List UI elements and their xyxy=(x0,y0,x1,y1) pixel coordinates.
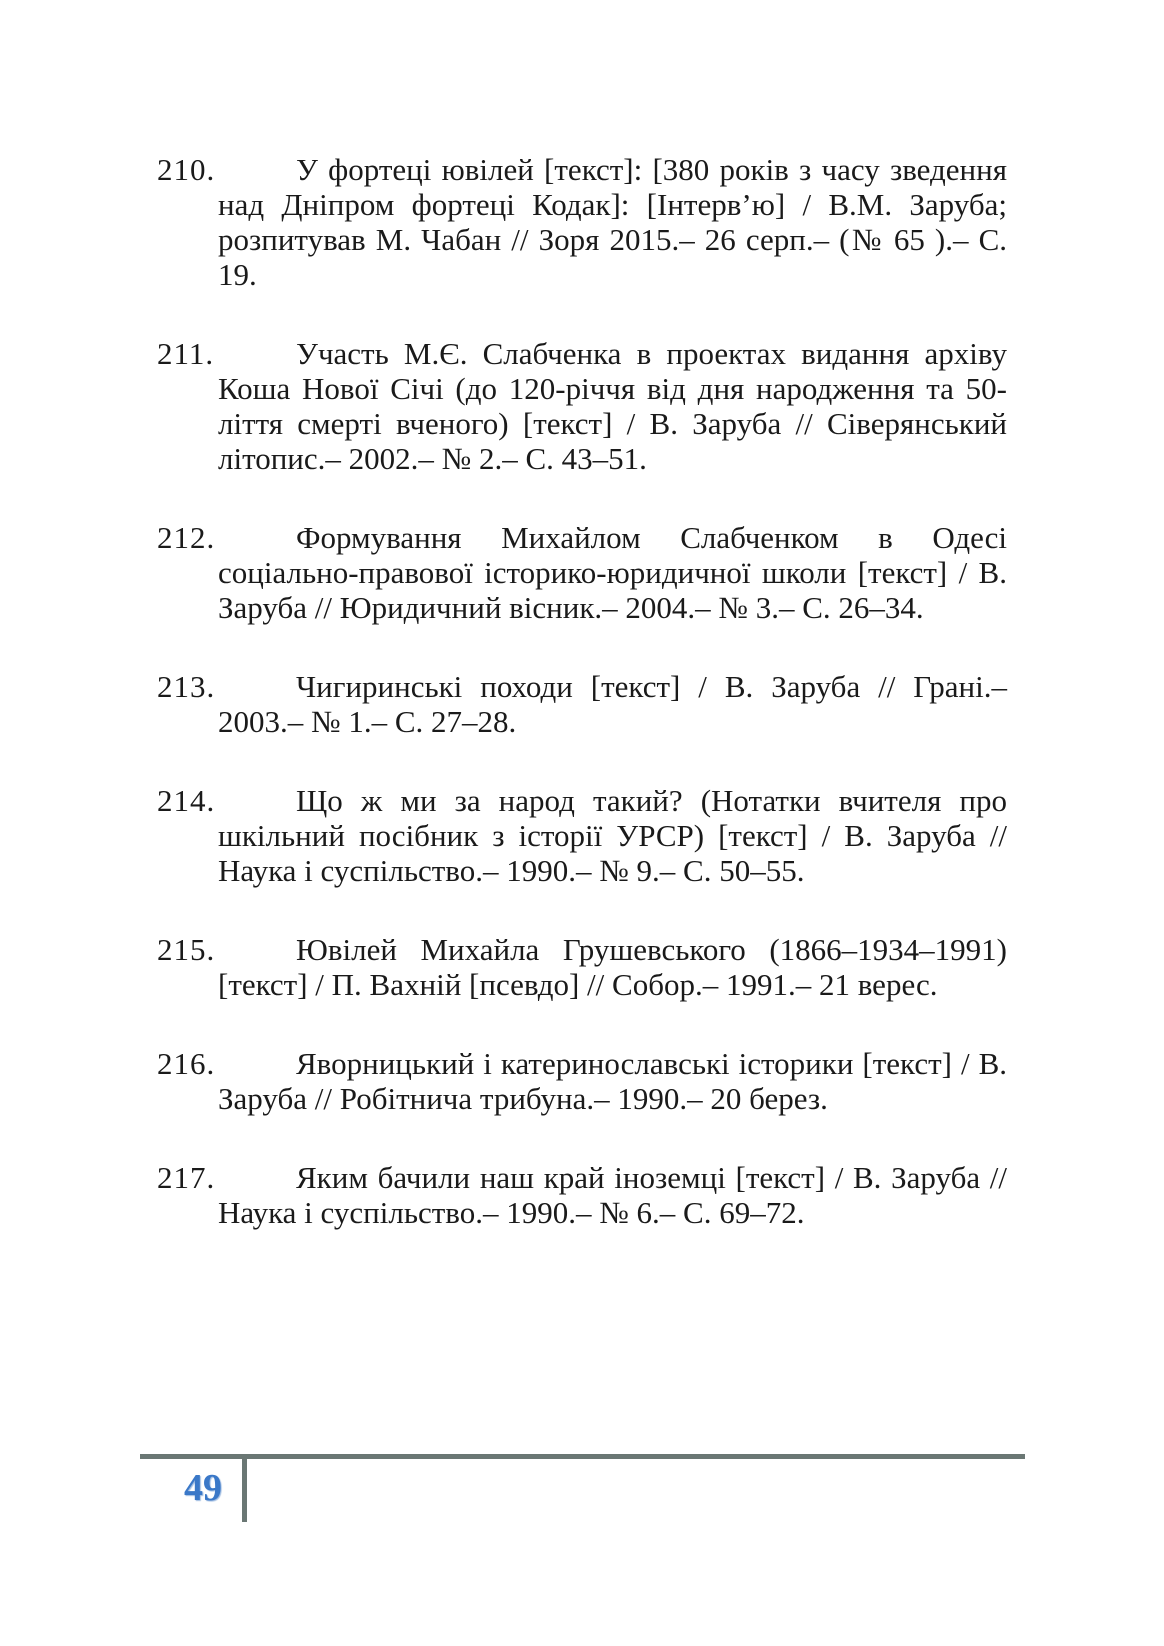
footer-vertical-rule xyxy=(242,1454,247,1522)
entry-text: Яворницький і катеринославські історики [текст] / В. Заруба // Робітнича трибуна.– 1990.– 20 берез. xyxy=(218,1046,1007,1116)
entry-number: 212. xyxy=(157,520,216,555)
bibliography-list xyxy=(157,152,1007,1274)
entry-text: Яким бачили наш край іноземці [текст] / В. Заруба // Наука і суспільство.– 1990.– № 6.– С. 69–72. xyxy=(218,1160,1007,1230)
bibliography-entry xyxy=(157,1046,1007,1116)
footer-horizontal-rule xyxy=(140,1454,1025,1459)
bibliography-entry xyxy=(157,152,1007,292)
entry-text: Ювілей Михайла Грушевського (1866–1934–1991) [текст] / П. Вахній [псевдо] // Собор.– 1991.– 21 верес. xyxy=(218,932,1007,1002)
entry-text: Участь М.Є. Слабченка в проектах видання архіву Коша Нової Січі (до 120-річчя від дня народження та 50-ліття смерті вченого) [текст] / В. Заруба // Сіверянський літопис.– 2002.– № 2.– С. 43–51. xyxy=(218,336,1007,476)
entry-number: 217. xyxy=(157,1160,216,1195)
page-number: 49 xyxy=(184,1467,222,1509)
entry-text: Формування Михайлом Слабченком в Одесі соціально-правової історико-юридичної школи [текст] / В. Заруба // Юридичний вісник.– 2004.– № 3.– С. 26–34. xyxy=(218,520,1007,625)
entry-number: 211. xyxy=(157,336,215,371)
entry-number: 215. xyxy=(157,932,216,967)
entry-number: 210. xyxy=(157,152,216,187)
bibliography-entry xyxy=(157,669,1007,739)
entry-number: 214. xyxy=(157,783,216,818)
bibliography-entry xyxy=(157,1160,1007,1230)
entry-number: 213. xyxy=(157,669,216,704)
entry-text: Чигиринські походи [текст] / В. Заруба // Грані.– 2003.– № 1.– С. 27–28. xyxy=(218,669,1007,739)
bibliography-entry xyxy=(157,932,1007,1002)
bibliography-entry xyxy=(157,783,1007,888)
bibliography-entry xyxy=(157,520,1007,625)
entry-text: У фортеці ювілей [текст]: [380 років з часу зведення над Дніпром фортеці Кодак]: [Інтерв’ю] / В.М. Заруба; розпитував М. Чабан // Зоря 2015.– 26 серп.– (№ 65 ).– С. 19. xyxy=(218,152,1007,292)
entry-text: Що ж ми за народ такий? (Нотатки вчителя про шкільний посібник з історії УРСР) [текст] / В. Заруба // Наука і суспільство.– 1990.– № 9.– С. 50–55. xyxy=(218,783,1007,888)
bibliography-entry xyxy=(157,336,1007,476)
entry-number: 216. xyxy=(157,1046,216,1081)
